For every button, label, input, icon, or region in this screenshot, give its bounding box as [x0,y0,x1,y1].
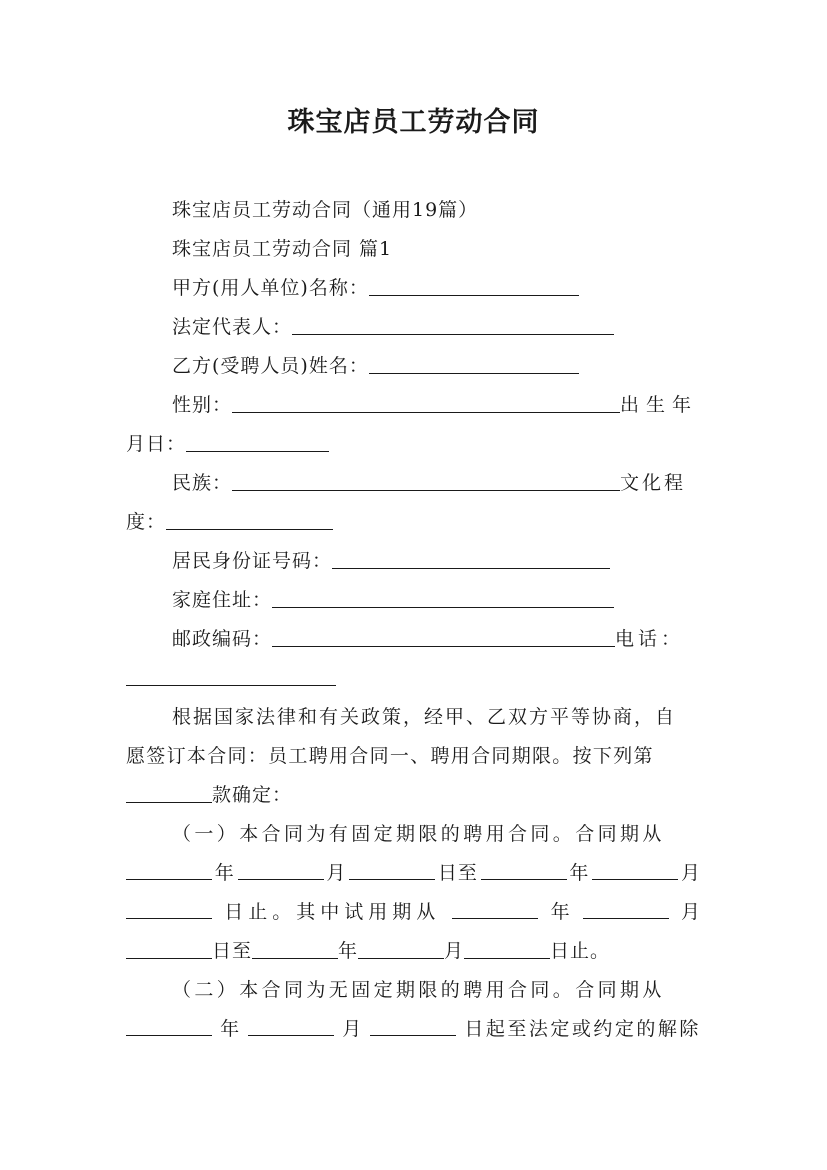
birth-label-2: 月日： [126,433,187,455]
party-b-label: 乙方(受聘人员)姓名： [172,355,369,377]
gender-blank [232,394,620,413]
trial-start-year-blank [452,900,538,919]
birth-row [126,432,329,456]
paragraph-1-line-2: 愿签订本合同：员工聘用合同一、聘用合同期限。按下列第 [126,745,654,767]
rep-label: 法定代表人： [172,316,293,338]
paragraph-1-line-3 [126,783,292,807]
rep-row [172,315,614,339]
clause-blank [126,784,212,803]
id-label: 居民身份证号码： [172,550,333,572]
ethnic-label: 民族： [172,472,233,494]
month-text: 月 [326,862,347,884]
open-term-text: 日起至法定或约定的解除 [464,1018,701,1040]
trial-text: 日止。其中试用期从 [224,901,441,923]
paragraph-2-line-2 [126,861,701,885]
year-text: 年 [214,862,235,884]
trial-start-day-blank [126,940,212,959]
paragraph-1-line-1: 根据国家法律和有关政策，经甲、乙双方平等协商，自 [172,706,677,728]
edu-label-2: 度： [126,511,167,533]
phone-row [126,666,336,690]
section-heading: 珠宝店员工劳动合同 篇1 [172,238,393,260]
addr-label: 家庭住址： [172,589,273,611]
party-a-row [172,276,579,300]
party-b-blank [369,355,579,374]
paragraph-2-line-4 [126,939,610,963]
year-text: 年 [220,1018,241,1040]
year-text: 年 [569,862,590,884]
year-text: 年 [550,901,571,923]
month-text: 月 [342,1018,363,1040]
rep-blank [292,316,614,335]
month-text: 月 [680,862,701,884]
party-a-label: 甲方(用人单位)名称： [172,277,369,299]
id-blank [332,550,610,569]
year-text: 年 [338,940,359,962]
start-year-blank [126,861,212,880]
open-start-month-blank [248,1017,334,1036]
trial-start-month-blank [583,900,669,919]
start-day-blank [349,861,435,880]
edu-blank [166,511,333,530]
phone-label: 电话： [615,628,685,650]
post-row [172,627,684,651]
id-row [172,549,610,573]
open-start-day-blank [370,1017,456,1036]
month-text: 月 [680,901,701,923]
day-to-text: 日至 [437,862,478,884]
start-month-blank [238,861,324,880]
party-a-blank [369,277,579,296]
paragraph-3-line-2 [126,1017,701,1041]
birth-blank [186,433,329,452]
post-label: 邮政编码： [172,628,273,650]
ethnic-blank [232,472,620,491]
end-day-blank [126,900,212,919]
document-title: 珠宝店员工劳动合同 [287,107,540,138]
end-year-blank [481,861,567,880]
paragraph-2-line-1: （一）本合同为有固定期限的聘用合同。合同期从 [172,823,665,845]
post-blank [272,628,615,647]
paragraph-1-line-3-text: 款确定： [212,784,293,806]
month-text: 月 [444,940,465,962]
paragraph-3-line-1: （二）本合同为无固定期限的聘用合同。合同期从 [172,979,665,1001]
paragraph-2-line-3 [126,900,701,924]
party-b-row [172,354,579,378]
day-to-text: 日至 [212,940,253,962]
edu-row [126,510,333,534]
addr-row [172,588,614,612]
addr-blank [272,589,614,608]
edu-label-1: 文化程 [620,472,687,494]
gender-row [172,393,698,417]
document-subtitle: 珠宝店员工劳动合同（通用19篇） [172,199,479,221]
end-month-blank [592,861,678,880]
day-stop-text: 日止。 [550,940,611,962]
trial-end-month-blank [358,940,444,959]
trial-end-day-blank [464,940,550,959]
phone-blank [126,667,336,686]
open-start-year-blank [126,1017,212,1036]
birth-label-1: 出生年 [620,394,699,416]
ethnic-row [172,471,686,495]
gender-label: 性别： [172,394,233,416]
trial-end-year-blank [252,940,338,959]
